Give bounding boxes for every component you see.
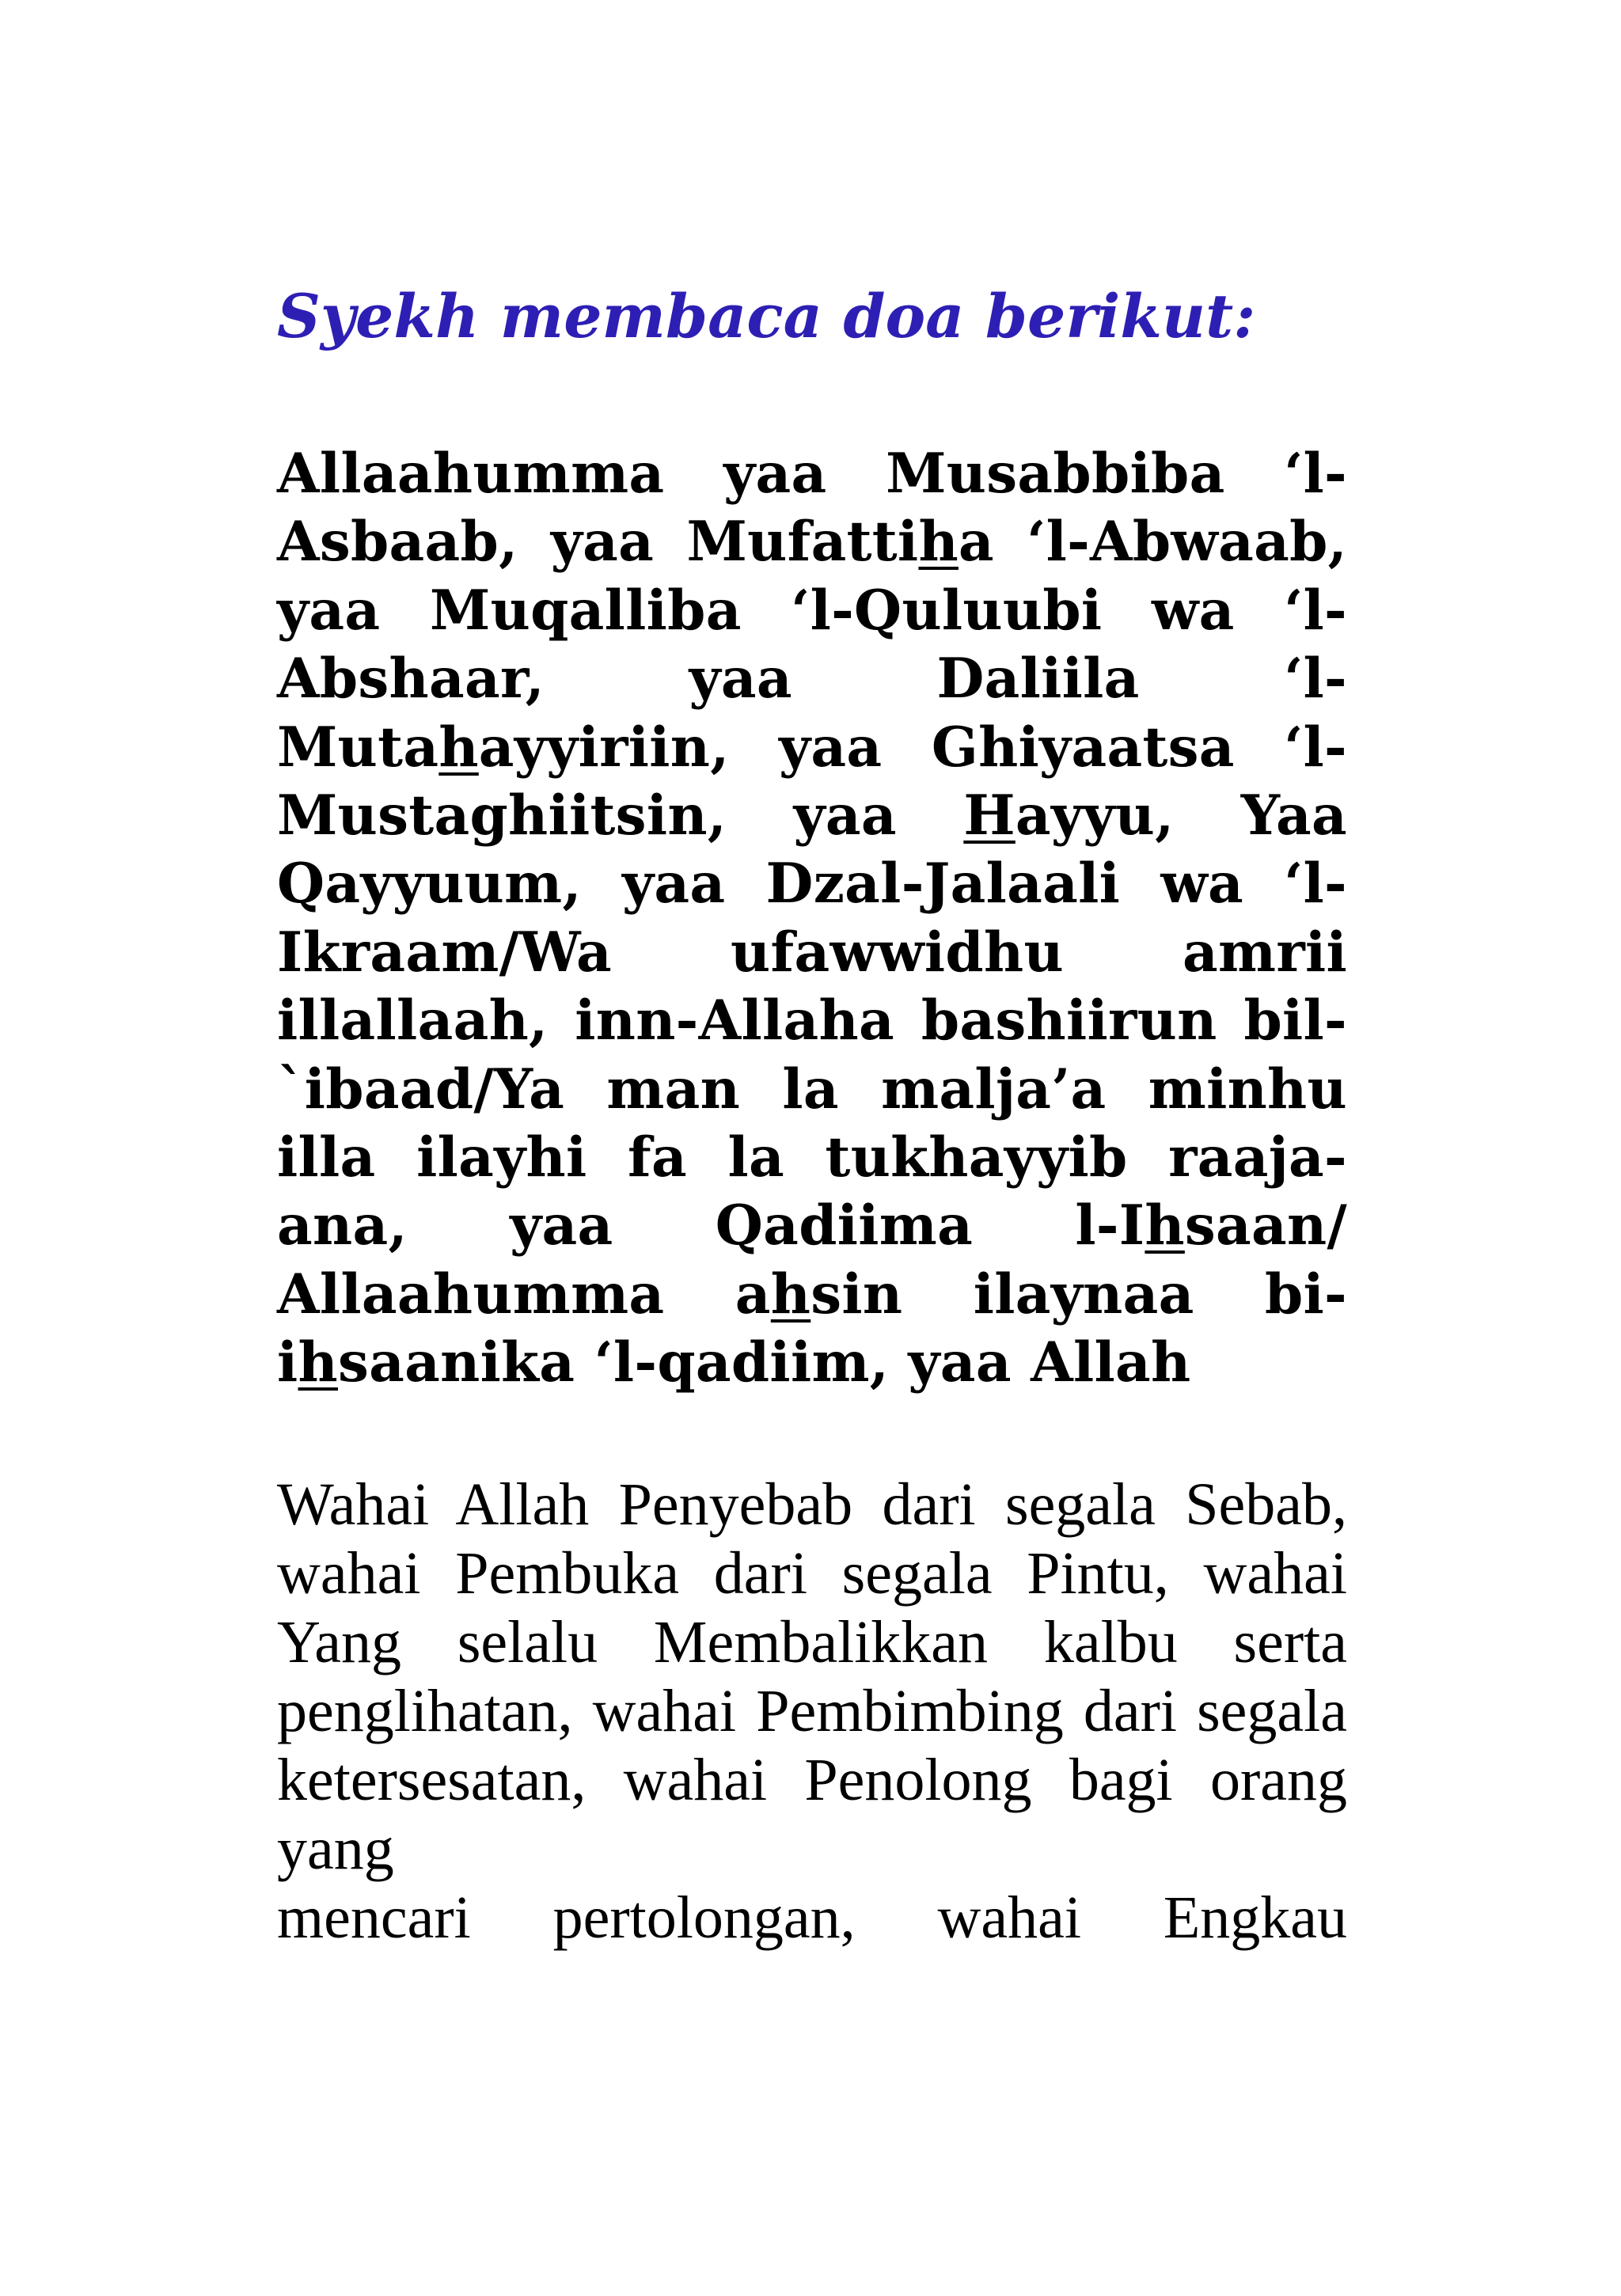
transliteration-text: saanika ‘l-qadiim, yaa Allah <box>337 1330 1191 1395</box>
underlined-letter: h <box>298 1330 338 1395</box>
underlined-letter: h <box>438 715 479 780</box>
prayer-transliteration <box>277 440 1347 1398</box>
transliteration-text: saan/ Allaahumma a <box>277 1194 1347 1326</box>
transliteration-text: sin ilaynaa bi-i <box>277 1262 1347 1395</box>
translation-last-line: mencari pertolongan, wahai Engkau <box>277 1884 1347 1951</box>
transliteration-text: ayyiriin, yaa Ghiyaatsa ‘l-Mustaghiitsin, yaa <box>277 715 1347 848</box>
transliteration-text: ayyu, Yaa Qayyuum, yaa Dzal-Jalaali wa ‘l-Ikraam/Wa ufawwidhu amrii illallaah, inn-Allaha bashiirun bil-`ibaad/Ya man la malja’a minhu illa ilayhi fa la tukhayyib raaja-ana, yaa Qadiima l-I <box>277 784 1347 1258</box>
transliteration-text: Allaahumma yaa Musabbiba ‘l-Asbaab, yaa Mufatti <box>277 442 1347 575</box>
underlined-letter: h <box>918 510 959 575</box>
underlined-letter: h <box>770 1262 811 1326</box>
page-heading: Syekh membaca doa berikut: <box>277 281 1256 351</box>
prayer-translation <box>277 1471 1347 1953</box>
text-column <box>277 269 1347 1953</box>
underlined-letter: H <box>963 784 1015 848</box>
transliteration-text: a ‘l-Abwaab, yaa Muqalliba ‘l-Quluubi wa ‘l-Abshaar, yaa Daliila ‘l-Muta <box>277 510 1347 780</box>
underlined-letter: h <box>1145 1194 1185 1258</box>
translation-body: Wahai Allah Penyebab dari segala Sebab, wahai Pembuka dari segala Pintu, wahai Yang selalu Membalikkan kalbu serta penglihatan, wahai Pembimbing dari segala ketersesatan, wahai Penolong bagi orang yang <box>277 1471 1347 1882</box>
